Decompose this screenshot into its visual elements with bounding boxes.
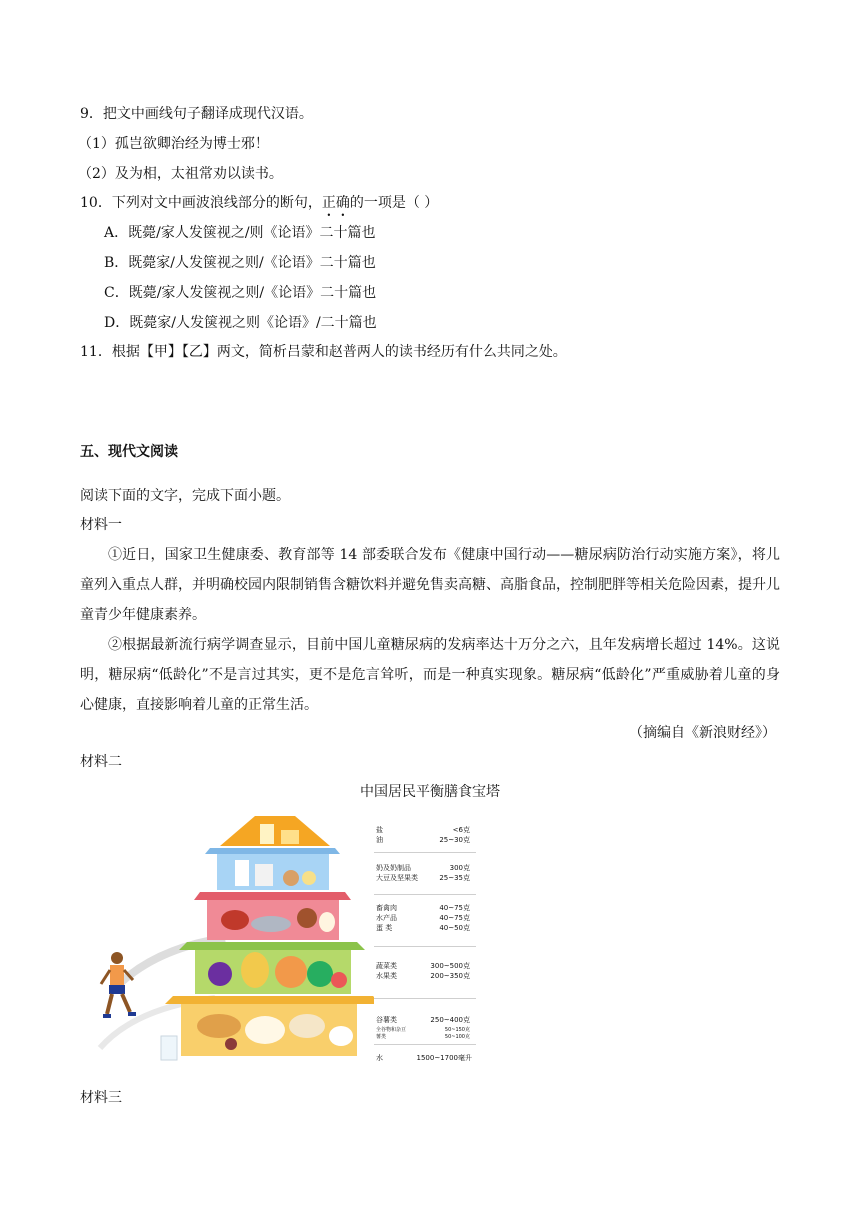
water-glass-icon bbox=[161, 1036, 177, 1060]
whole-grain-value: 50~150克 bbox=[444, 1027, 470, 1033]
grain-value: 250~400克 bbox=[430, 1016, 470, 1024]
pyramid-side-table bbox=[374, 818, 476, 1070]
q11-title: 11．根据【甲】【乙】两文，简析吕蒙和赵普两人的读书经历有什么共同之处。 bbox=[80, 344, 567, 360]
water-label: 水 bbox=[376, 1054, 383, 1062]
q9-sentence-1: （1）孤岂欲卿治经为博士邪！ bbox=[78, 136, 269, 152]
salt-value: <6克 bbox=[452, 826, 470, 834]
aquatic-value: 40~75克 bbox=[439, 914, 470, 922]
meat-value: 40~75克 bbox=[439, 904, 470, 912]
whole-grain-label: 全谷物和杂豆 bbox=[376, 1027, 407, 1033]
water-value: 1500~1700毫升 bbox=[416, 1054, 472, 1062]
q10-suffix: 的一项是（ ） bbox=[349, 195, 439, 211]
material-one-paragraph-1: ①近日，国家卫生健康委、教育部等 14 部委联合发布《健康中国行动——糖尿病防治行动实施方案》，将儿童列入重点人群，并明确校园内限制销售含糖饮料并避免售卖高糖、高脂食品，控制肥胖等相关危险因素，提升儿童青少年健康素养。 bbox=[80, 547, 780, 623]
tuber-value: 50~100克 bbox=[444, 1034, 470, 1040]
soy-nuts-value: 25~35克 bbox=[439, 874, 470, 882]
oil-value: 25~30克 bbox=[439, 836, 470, 844]
emphasis-char-2: 确 bbox=[335, 195, 350, 211]
emphasis-char-1: 正 bbox=[321, 195, 336, 211]
fruit-value: 200~350克 bbox=[430, 972, 470, 980]
salt-label: 盐 bbox=[376, 826, 383, 834]
material-one-paragraph-2: ②根据最新流行病学调查显示，目前中国儿童糖尿病的发病率达十万分之六，且年发病增长超过 14%。这说明，糖尿病“低龄化”不是言过其实，更不是危言耸听，而是一种真实现象。糖尿病“低龄化”严重威胁着儿童的身心健康，直接影响着儿童的正常生活。 bbox=[80, 637, 780, 713]
pyramid-title: 中国居民平衡膳食宝塔 bbox=[360, 784, 500, 800]
grain-label: 谷薯类 bbox=[376, 1016, 397, 1024]
egg-label: 蛋 类 bbox=[376, 924, 393, 932]
q10-option-b: B．既薨家/人发箧视之则/《论语》二十篇也 bbox=[104, 255, 376, 271]
material-one-label: 材料一 bbox=[80, 517, 122, 533]
pyramid-level-oil-salt bbox=[220, 816, 330, 846]
q10-prefix: 10．下列对文中画波浪线部分的断句， bbox=[80, 195, 322, 211]
dairy-label: 奶及奶制品 bbox=[376, 864, 411, 872]
material-one-source: （摘编自《新浪财经》） bbox=[629, 725, 776, 741]
reading-intro: 阅读下面的文字，完成下面小题。 bbox=[80, 488, 290, 504]
soy-nuts-label: 大豆及坚果类 bbox=[376, 874, 418, 882]
q10-option-d: D．既薨家/人发箧视之则《论语》/二十篇也 bbox=[104, 315, 377, 331]
vegetable-value: 300~500克 bbox=[430, 962, 470, 970]
aquatic-label: 水产品 bbox=[376, 914, 397, 922]
runner-figure bbox=[101, 952, 136, 1018]
q10-option-a: A．既薨/家人发箧视之/则《论语》二十篇也 bbox=[104, 225, 376, 241]
dairy-value: 300克 bbox=[449, 864, 470, 872]
q10-title bbox=[80, 193, 438, 213]
material-two-label: 材料二 bbox=[80, 754, 122, 770]
section-five-heading: 五、现代文阅读 bbox=[80, 444, 178, 460]
q10-option-c: C．既薨/家人发箧视之则/《论语》二十篇也 bbox=[104, 285, 377, 301]
oil-label: 油 bbox=[376, 836, 383, 844]
tuber-label: 薯类 bbox=[376, 1034, 387, 1040]
fruit-label: 水果类 bbox=[376, 972, 397, 980]
egg-value: 40~50克 bbox=[439, 924, 470, 932]
vegetable-label: 蔬菜类 bbox=[376, 962, 397, 970]
meat-label: 畜禽肉 bbox=[376, 904, 397, 912]
q9-title: 9．把文中画线句子翻译成现代汉语。 bbox=[80, 106, 313, 122]
material-three-label: 材料三 bbox=[80, 1090, 122, 1106]
q9-sentence-2: （2）及为相，太祖常劝以读书。 bbox=[78, 166, 283, 182]
